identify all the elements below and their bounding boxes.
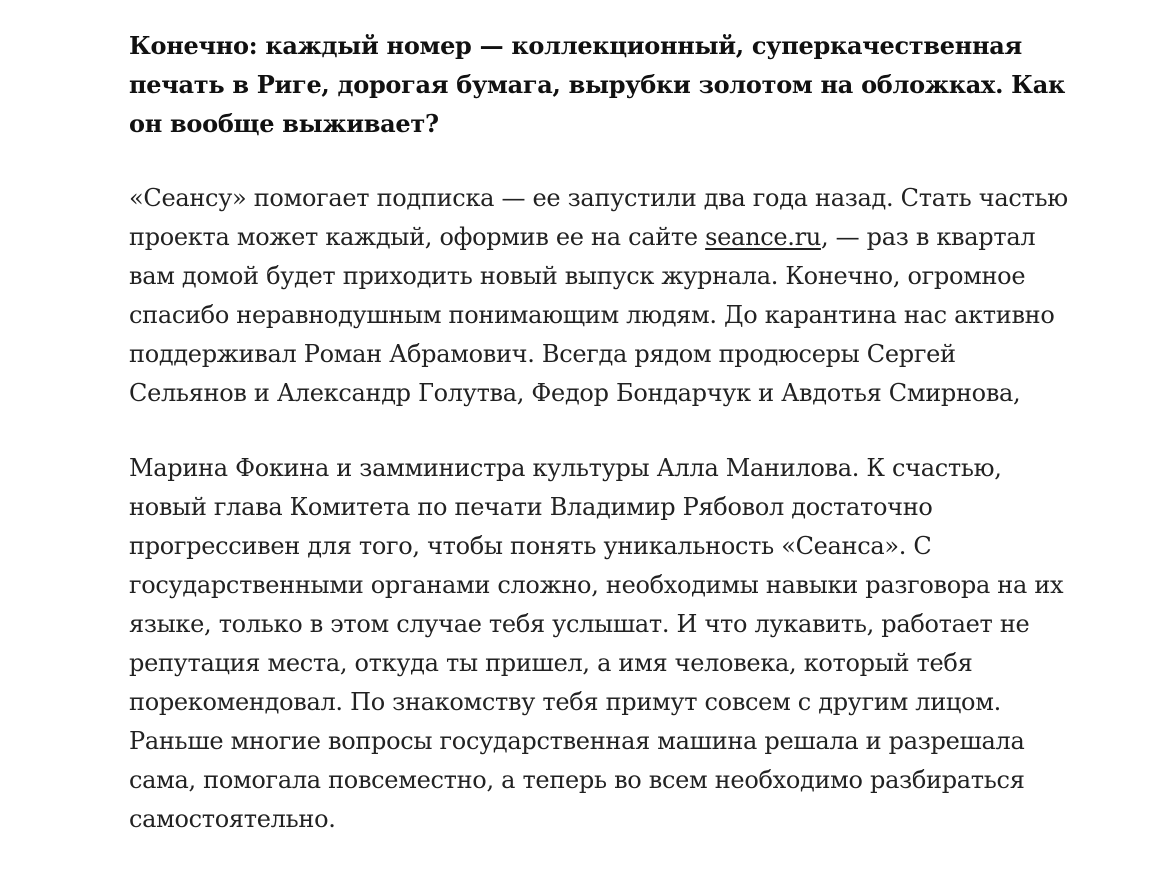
article-body [129, 26, 1069, 875]
paragraph-text-after-link: , — раз в квартал вам домой будет приходить новый выпуск журнала. Конечно, огромное спасибо неравнодушным понимающим людям. До карантина нас активно поддерживал Роман Абрамович. Всегда рядом продюсеры Сергей Сельянов и Александр Голутва, Федор Бондарчук и Авдотья Смирнова, [129, 223, 1055, 407]
seance-link[interactable]: seance.ru [705, 223, 821, 251]
answer-paragraph-1 [129, 179, 1069, 413]
answer-paragraph-2: Марина Фокина и замминистра культуры Алла Манилова. К счастью, новый глава Комитета по печати Владимир Рябовол достаточно прогрессивен для того, чтобы понять уникальность «Сеанса». С государственными органами сложно, необходимы навыки разговора на их языке, только в этом случае тебя услышат. И что лукавить, работает не репутация места, откуда ты пришел, а имя человека, который тебя порекомендовал. По знакомству тебя примут совсем с другим лицом. Раньше многие вопросы государственная машина решала и разрешала сама, помогала повсеместно, а теперь во всем необходимо разбираться самостоятельно. [129, 454, 1064, 833]
interview-question: Конечно: каждый номер — коллекционный, суперкачественная печать в Риге, дорогая бумага, вырубки золотом на обложках. Как он вообще выживает? [129, 31, 1065, 138]
paragraph-text-before-link: «Сеансу» помогает подписка — ее запустили два года назад. Стать частью проекта может каждый, оформив ее на сайте [129, 184, 1068, 251]
